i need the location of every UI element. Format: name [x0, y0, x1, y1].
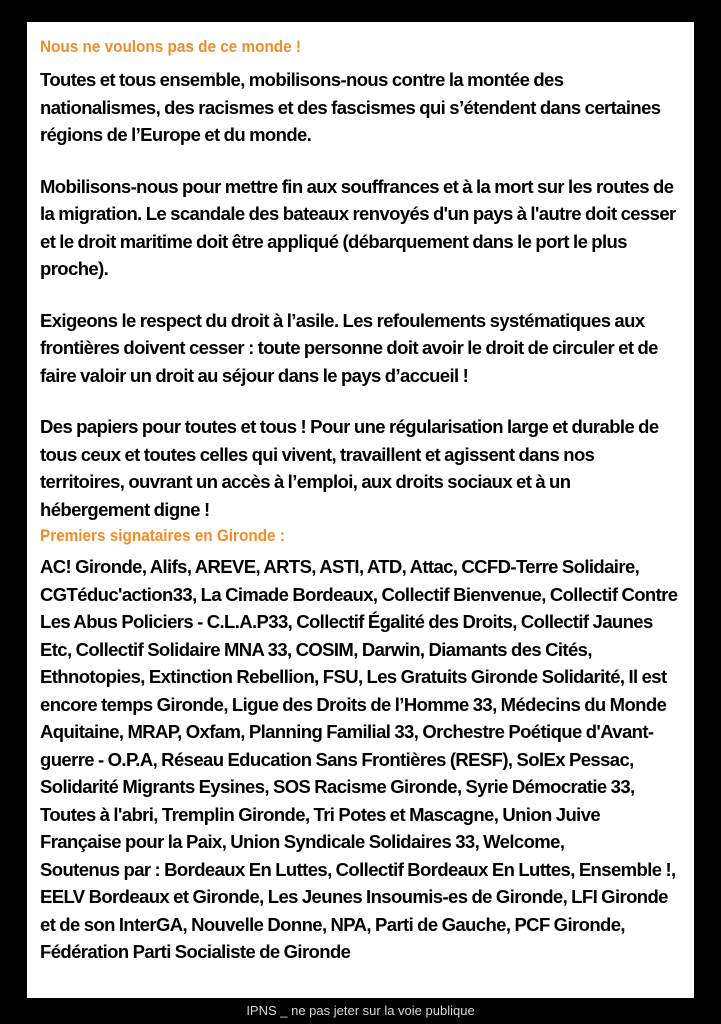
footer-notice: IPNS _ ne pas jeter sur la voie publique — [246, 1003, 475, 1018]
paragraph-nationalismes: Toutes et tous ensemble, mobilisons-nous contre la montée des nationalismes, des racismes et des fascismes qui s’étendent dans certaines régions de l’Europe et du monde. — [40, 69, 661, 145]
signatories-heading: Premiers signataires en Gironde : — [40, 526, 285, 545]
paragraph-papiers: Des papiers pour toutes et tous ! Pour une régularisation large et durable de tous ceux et toutes celles qui vivent, travaillent et agissent dans nos territoires, ouvrant un accès à l’emploi, aux droits sociaux et à un hébergement digne ! — [40, 416, 659, 520]
leaflet-sheet — [27, 22, 694, 998]
paragraph-migration: Mobilisons-nous pour mettre fin aux souffrances et à la mort sur les routes de la migration. Le scandale des bateaux renvoyés d'un pays à l'autre doit cesser et le droit maritime doit être appliqué (débarquement dans le port le plus proche). — [40, 175, 676, 279]
supporters-list: Soutenus par : Bordeaux En Luttes, Collectif Bordeaux En Luttes, Ensemble !, EELV Bordeaux et Gironde, Les Jeunes Insoumis-es de Gironde, LFI Gironde et de son InterGA, Nouvelle Donne, NPA, Parti de Gauche, PCF Gironde, Fédération Parti Socialiste de Gironde — [40, 858, 676, 962]
signatories-list: AC! Gironde, Alifs, AREVE, ARTS, ASTI, ATD, Attac, CCFD-Terre Solidaire, CGTéduc'action33, La Cimade Bordeaux, Collectif Bienvenue, Collectif Contre Les Abus Policiers - C.L.A.P33, Collectif Égalité des Droits, Collectif Jaunes Etc, Collectif Solidaire MNA 33, COSIM, Darwin, Diamants des Cités, Ethnotopies, Extinction Rebellion, FSU, Les Gratuits Gironde Solidarité, Il est encore temps Gironde, Ligue des Droits de l’Homme 33, Médecins du Monde Aquitaine, MRAP, Oxfam, Planning Familial 33, Orchestre Poétique d'Avant-guerre - O.P.A, Réseau Education Sans Frontières (RESF), SolEx Pessac, Solidarité Migrants Eysines, SOS Racisme Gironde, Syrie Démocratie 33, Toutes à l'abri, Tremplin Gironde, Tri Potes et Mascagne, Union Juive Française pour la Paix, Union Syndicale Solidaires 33, Welcome, — [40, 556, 678, 852]
page-title: Nous ne voulons pas de ce monde ! — [40, 37, 301, 56]
paragraph-asile: Exigeons le respect du droit à l’asile. Les refoulements systématiques aux frontières doivent cesser : toute personne doit avoir le droit de circuler et de faire valoir un droit au séjour dans le pays d’accueil ! — [40, 309, 658, 386]
